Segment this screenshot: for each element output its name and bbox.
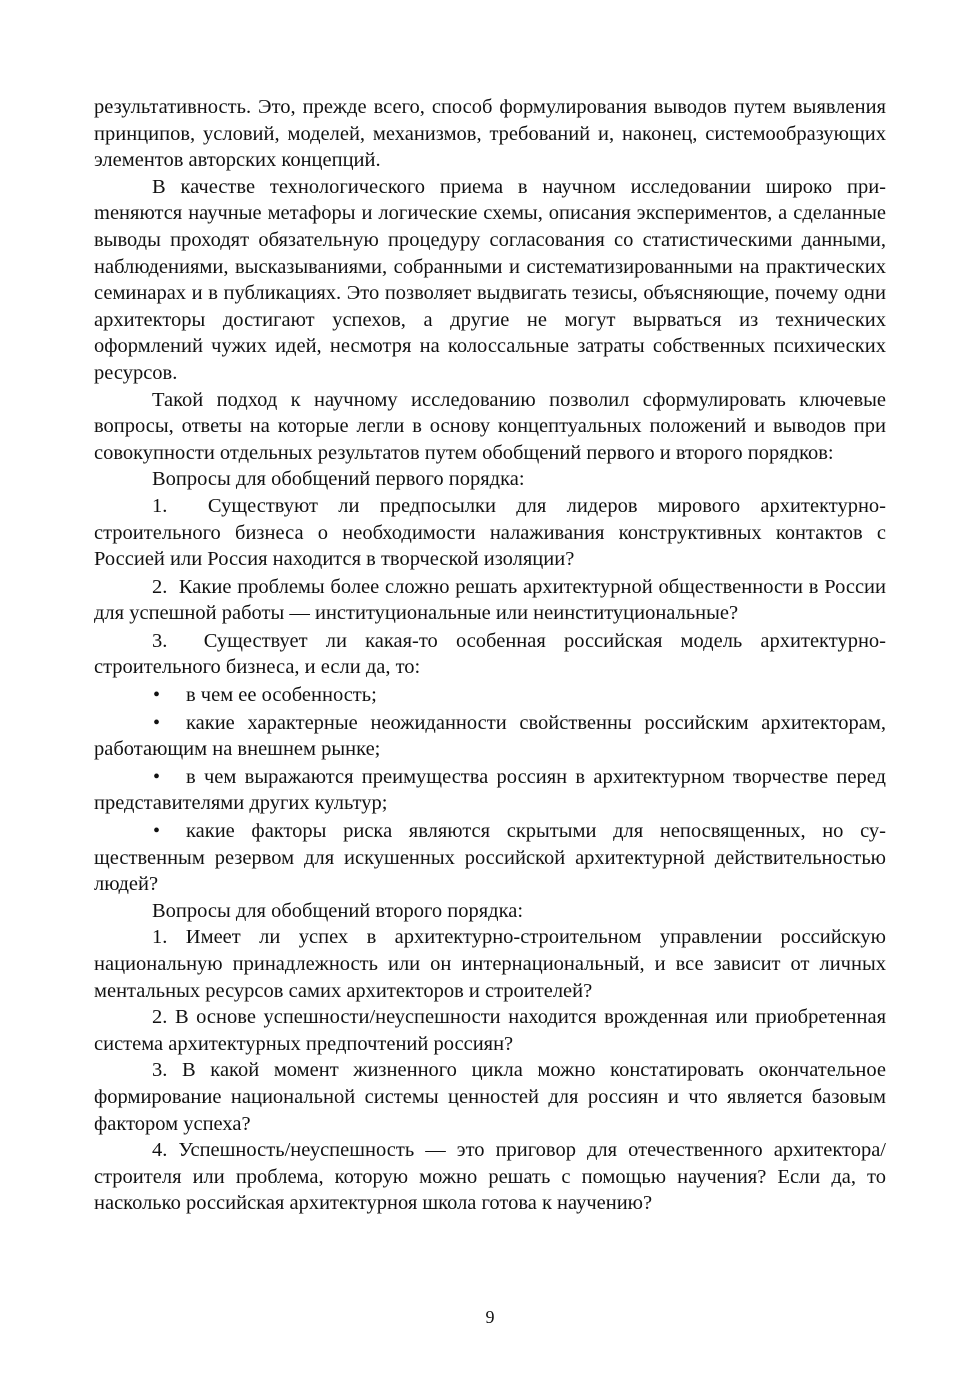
body-text (94, 94, 886, 1217)
bullet-item-4 (94, 818, 886, 898)
bullet-text: в чем выражаются преимущества россиян в архитектурном творчестве перед представителями других культур; (94, 765, 886, 815)
paragraph-continuation: результативность. Это, прежде всего, способ формулирования выводов путем выявления принципов, условий, моделей, механизмов, требований и, наконец, системообразующих элементов авторских концепций. (94, 96, 886, 172)
second-order-question-1: 1. Имеет ли успех в архитектурно-строительном управлении российскую национальную принадлежность или он интернациональный, и все зависит от личных ментальных ресурсов самих архитекторов и строителей? (94, 926, 886, 1002)
page-number: 9 (485, 1307, 495, 1327)
first-order-question-3: 3. Существует ли какая-то особенная российская модель архитектурно-строительного бизнеса, и если да, то: (94, 629, 886, 679)
second-order-question-4: 4. Успешность/неуспешность — это приговор для отечественного архитектора/строителя или проблема, которую можно решать с помощью научeния? Если да, то насколько российская архитектурноя школа готова к научeнию? (94, 1139, 886, 1215)
second-order-heading: Вопросы для обобщений второго порядка: (152, 899, 524, 922)
bullet-item-2 (94, 710, 886, 763)
bullet-icon: • (153, 765, 161, 788)
bullet-icon: • (153, 684, 161, 707)
first-order-question-2: 2. Какие проблемы более сложно решать архитектурной общественности в России для успешной работы — институциональные или неинституциональные? (94, 575, 886, 625)
paragraph-methods: В качестве технологического приема в научном исследовании широко приmеняются научные метафоры и логические схемы, описания экспериментов, а сделанные выводы проходят обязательную процедуру согласования со статистическими данными, наблюдениями, высказываниями, собранными и систематизированными на практических семинарах и в публикациях. Это позволяет выдвигать тезисы, объясняющие, почему одни архитекторы достигают успехов, а другие не могут вырваться из технических оформлений чужих идей, несмотря на колоссальные затраты собственных психических ресурсов. (94, 175, 886, 384)
paragraph-approach: Такой подход к научному исследованию позволил сформулировать ключевые вопросы, ответы на которые легли в основу концептуальных положений и выводов при совокупности отдельных результатов путем обобщений первого и второго порядков: (94, 388, 886, 464)
bullet-text: в чем ее особенность; (186, 684, 377, 707)
bullet-icon: • (153, 820, 161, 843)
second-order-question-3: 3. В какой момент жизненного цикла можно констатировать окончательное формирование национальной системы ценностей для россиян и что является базовым фактором успеха? (94, 1059, 886, 1135)
bullet-text: какие факторы риска являются скрытыми для непосвященных, но существенным резервом для искушенных российской архитектурной действительностью людей? (94, 820, 886, 896)
first-order-heading: Вопросы для обобщений первого порядка: (152, 468, 525, 491)
bullet-text: какие характерные неожиданности свойственны российским архитекторам, работающим на внешнем рынке; (94, 711, 886, 761)
first-order-question-1: 1. Существуют ли предпосылки для лидеров мирового архитектурно-строительного бизнеса о необходимости налаживания конструктивных контактов с Россией или Россия находится в творческой изоляции? (94, 494, 886, 571)
bullet-item-1 (94, 682, 886, 709)
second-order-question-2: 2. В основе успешности/неуспешности находится врожденная или приобретенная система архитектурных предпочтений россиян? (94, 1006, 886, 1055)
bullet-item-3 (94, 764, 886, 817)
bullet-icon: • (153, 711, 161, 734)
